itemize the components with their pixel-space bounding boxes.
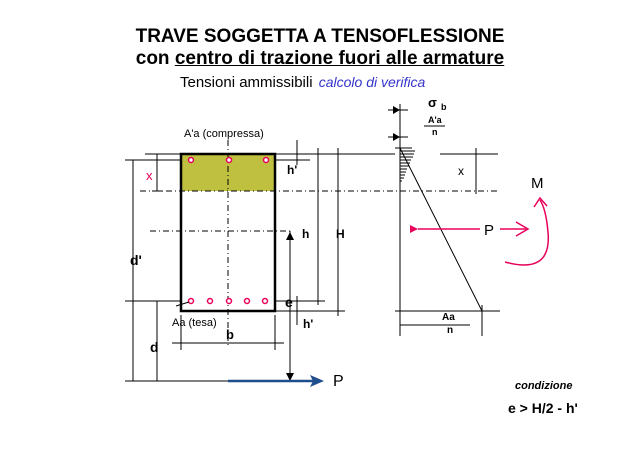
H-label: H bbox=[336, 227, 345, 241]
moment-arc bbox=[505, 200, 548, 265]
condition-expression: e > H/2 - h' bbox=[508, 400, 578, 416]
bottom-rebar bbox=[208, 299, 213, 304]
e-label: e bbox=[285, 294, 293, 310]
sigma-subscript: b bbox=[441, 102, 447, 112]
x-label-section: x bbox=[146, 168, 153, 183]
top-frac-num: A'a bbox=[428, 115, 442, 125]
moment-arrow-icon bbox=[534, 198, 547, 207]
sigma-arrow-icon bbox=[393, 133, 400, 141]
b-label: b bbox=[226, 327, 234, 342]
moment-label: M bbox=[531, 175, 544, 192]
bottom-frac-num: Aa bbox=[442, 312, 455, 323]
bottom-frac-den: n bbox=[447, 325, 454, 336]
force-p-label: P bbox=[484, 222, 495, 239]
e-arrow-head bbox=[286, 232, 294, 240]
condition-label: condizione bbox=[515, 380, 573, 392]
subtitle-highlight: calcolo di verifica bbox=[318, 74, 426, 90]
h-prime-bottom-label: h' bbox=[303, 317, 314, 331]
top-rebar bbox=[227, 158, 232, 163]
h-prime-top-label: h' bbox=[287, 163, 298, 177]
top-frac-den: n bbox=[432, 127, 438, 137]
bottom-rebar bbox=[227, 299, 232, 304]
sigma-arrow-icon bbox=[393, 106, 400, 114]
d-prime-label: d' bbox=[130, 252, 142, 268]
stress-hatch bbox=[400, 151, 415, 181]
force-p-bottom-label: P bbox=[333, 373, 344, 390]
d-label: d bbox=[150, 339, 159, 355]
subtitle-text: Tensioni ammissibili bbox=[180, 74, 313, 91]
title-line-2-underlined: centro di trazione fuori alle armature bbox=[174, 48, 505, 69]
bottom-rebar bbox=[263, 299, 268, 304]
force-p-tail bbox=[410, 225, 418, 233]
top-steel-label: A'a (compressa) bbox=[184, 128, 264, 140]
top-rebar bbox=[264, 158, 269, 163]
title-line-2-prefix: con bbox=[135, 48, 175, 69]
bottom-rebar bbox=[245, 299, 250, 304]
bottom-steel-label: Aa (tesa) bbox=[172, 317, 217, 329]
bottom-steel-leader bbox=[176, 302, 189, 306]
x-label-stress: x bbox=[458, 164, 464, 178]
top-rebar bbox=[189, 158, 194, 163]
sigma-label: σ bbox=[428, 95, 437, 110]
h-label: h bbox=[302, 227, 310, 241]
bottom-rebar bbox=[189, 299, 194, 304]
title-line-1: TRAVE SOGGETTA A TENSOFLESSIONE bbox=[135, 26, 505, 47]
